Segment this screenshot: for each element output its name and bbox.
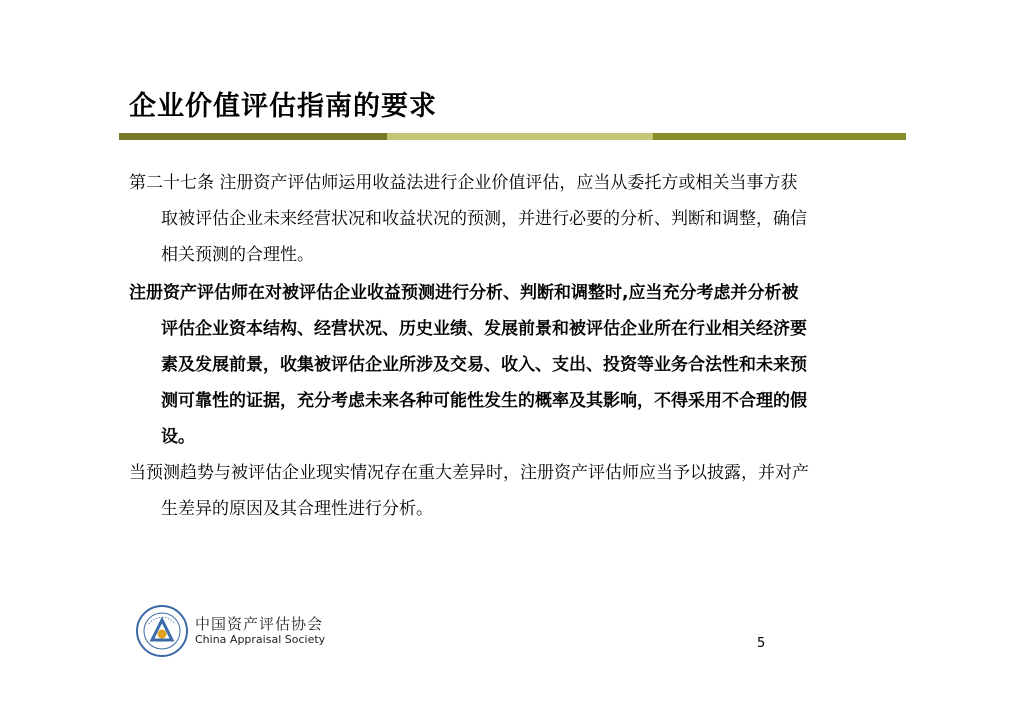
paragraph-line: 第二十七条 注册资产评估师运用收益法进行企业价值评估，应当从委托方或相关当事方获 [129, 173, 798, 193]
paragraph-line: 相关预测的合理性。 [161, 245, 314, 265]
paragraph-line: 素及发展前景，收集被评估企业所涉及交易、收入、支出、投资等业务合法性和未来预 [161, 355, 807, 375]
title-bar-segment-light [387, 133, 653, 140]
cas-seal-icon [135, 604, 189, 658]
paragraph-line: 注册资产评估师在对被评估企业收益预测进行分析、判断和调整时,应当充分考虑并分析被 [129, 283, 799, 303]
paragraph-line: 生差异的原因及其合理性进行分析。 [161, 499, 433, 519]
paragraph-article-27 [129, 165, 909, 273]
title-underline-bar [119, 133, 906, 140]
paragraph-line: 设。 [161, 427, 195, 447]
paragraph-line: 取被评估企业未来经营状况和收益状况的预测，并进行必要的分析、判断和调整，确信 [161, 209, 807, 229]
logo-name-english: China Appraisal Society [195, 633, 326, 646]
slide-title: 企业价值评估指南的要求 [129, 91, 437, 122]
paragraph-line: 测可靠性的证据，充分考虑未来各种可能性发生的概率及其影响，不得采用不合理的假 [161, 391, 807, 411]
cas-logo [135, 605, 330, 657]
page-number: 5 [757, 636, 766, 651]
logo-name-chinese: 中国资产评估协会 [195, 615, 324, 633]
paragraph-bold-requirements [129, 275, 909, 455]
title-bar-segment-dark [119, 133, 387, 140]
logo-text-block [195, 615, 325, 647]
paragraph-line: 当预测趋势与被评估企业现实情况存在重大差异时，注册资产评估师应当予以披露，并对产 [129, 463, 809, 483]
title-bar-segment-mid [653, 133, 906, 140]
paragraph-line: 评估企业资本结构、经营状况、历史业绩、发展前景和被评估企业所在行业相关经济要 [161, 319, 807, 339]
paragraph-disclosure [129, 455, 909, 527]
